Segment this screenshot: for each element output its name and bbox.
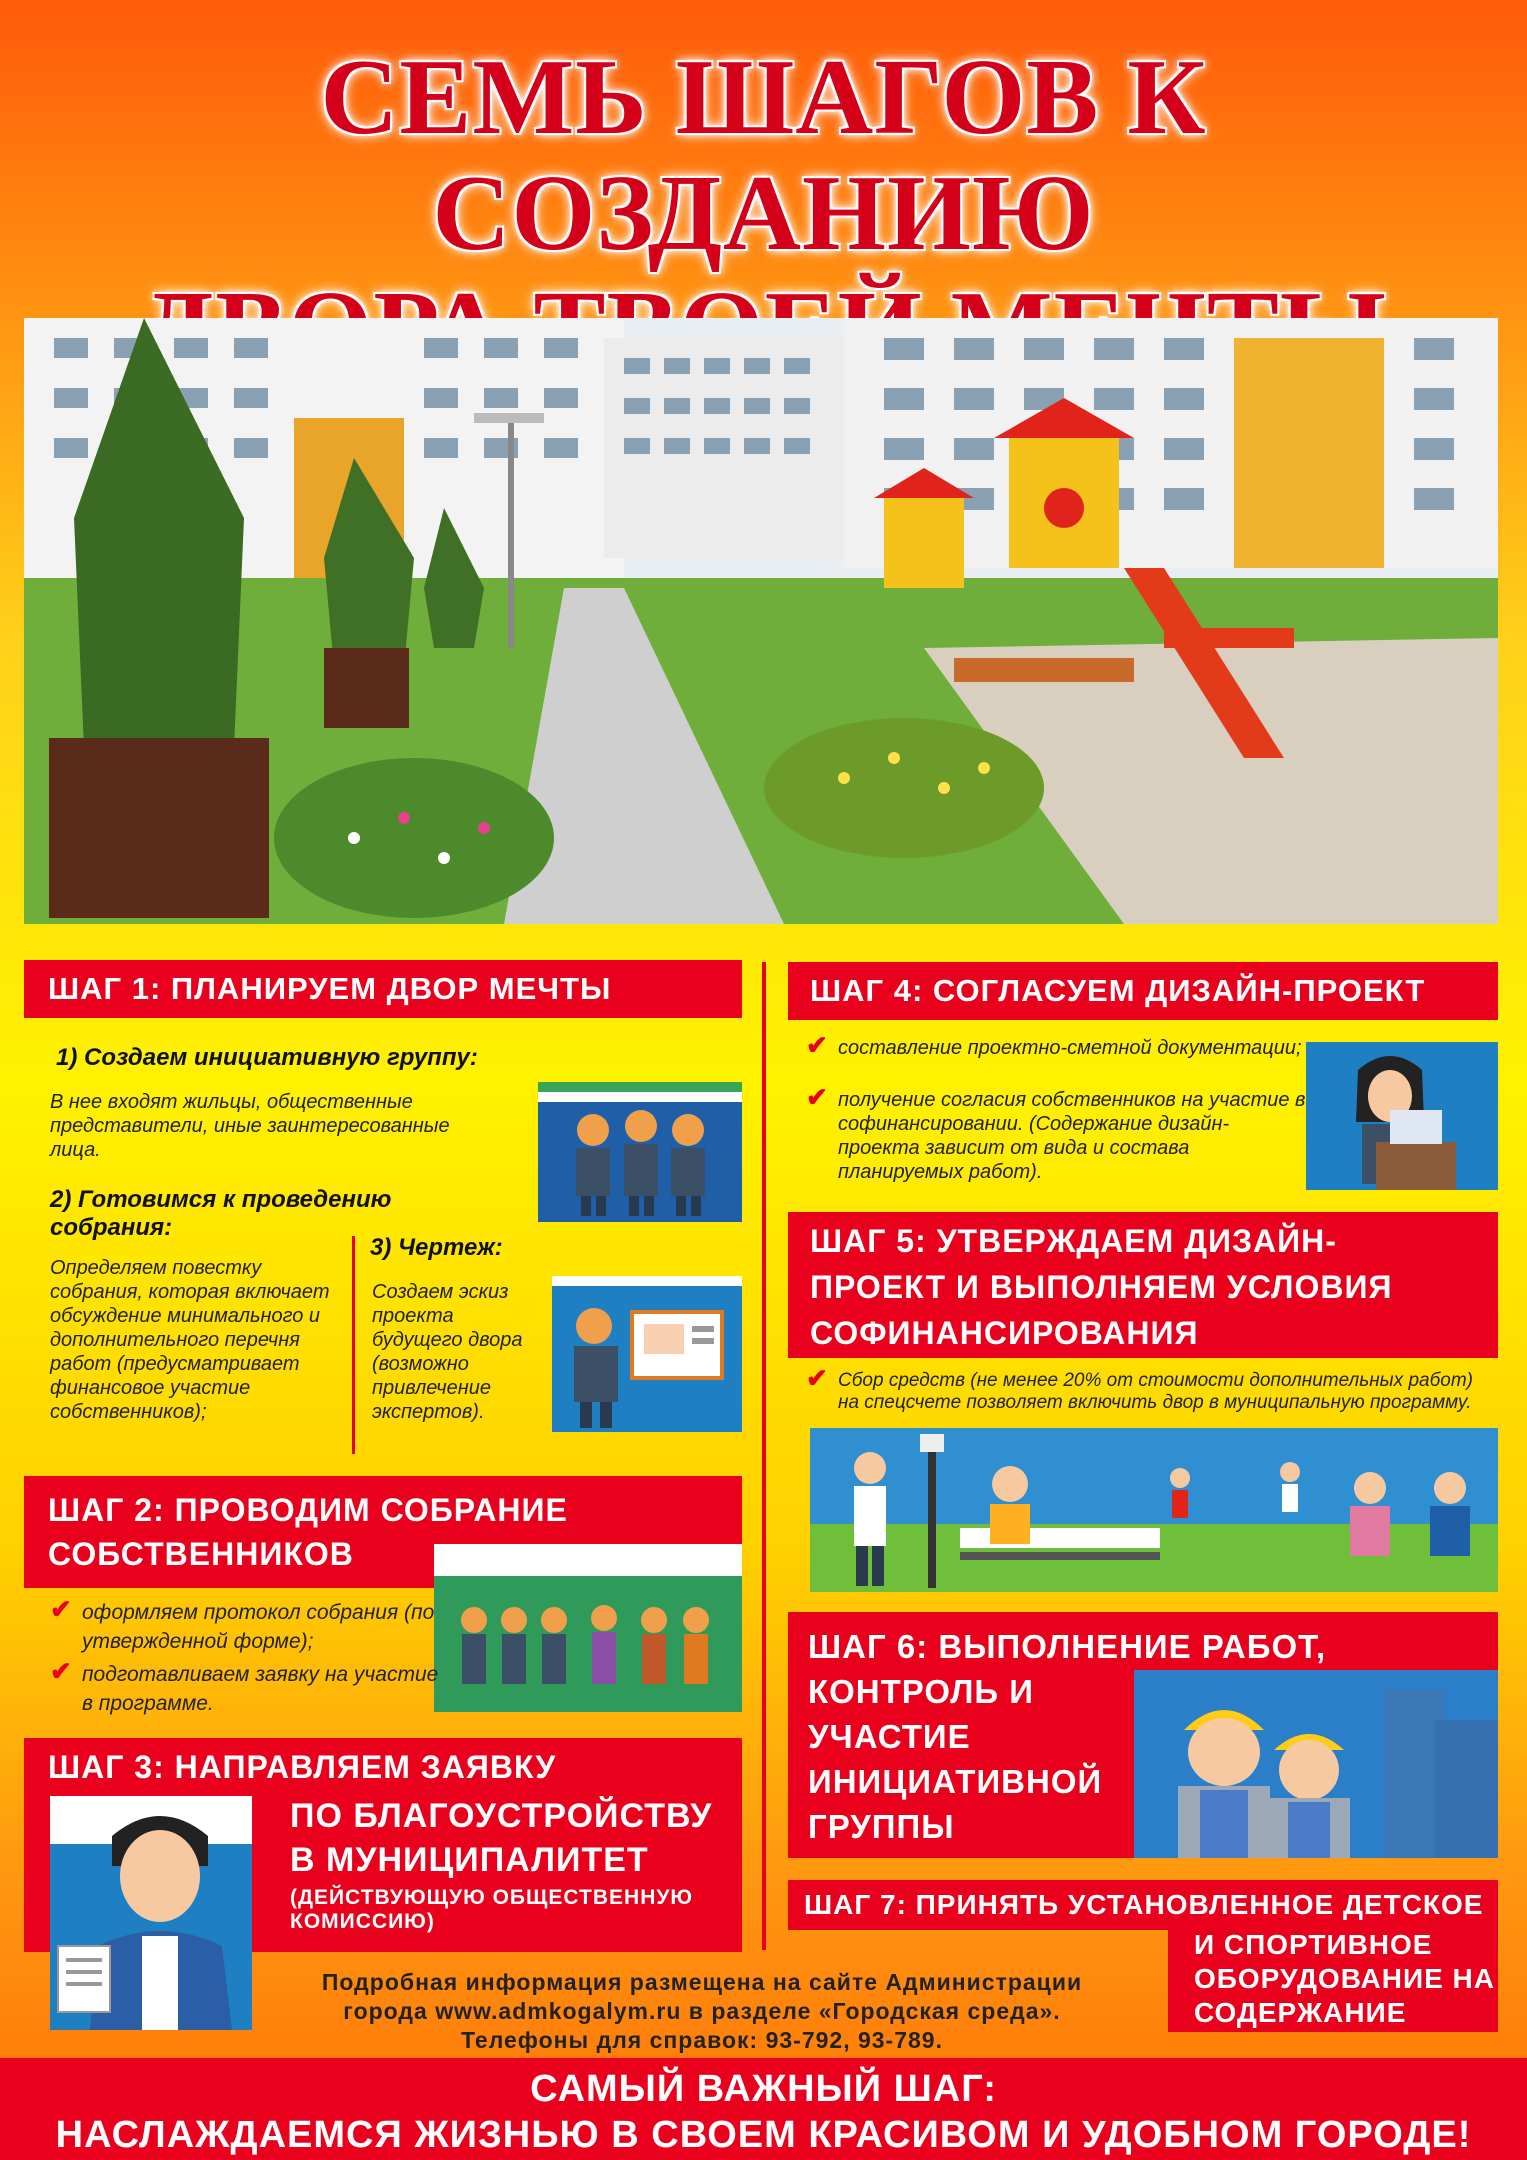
step7-line3: ОБОРУДОВАНИЕ НА [1194, 1963, 1496, 1994]
step6-line1: ШАГ 6: ВЫПОЛНЕНИЕ РАБОТ, [808, 1628, 1327, 1665]
people-group-icon [434, 1544, 742, 1712]
step1-sub2-title: 2) Готовимся к проведению собрания: [50, 1186, 392, 1241]
step2-item-2-text: подготавливаем заявку на участие в программе. [82, 1663, 439, 1715]
park-family-icon [810, 1428, 1498, 1592]
step3-note: (ДЕЙСТВУЮЩУЮ ОБЩЕСТВЕННУЮ КОМИССИЮ) [290, 1886, 694, 1933]
step5-item [806, 1363, 1490, 1414]
bottom-banner [0, 2058, 1527, 2160]
step1-sub2-text: Определяем повестку собрания, которая включает обсуждение минимального и дополнительного перечня работ (предусматривает финансовое участие собственников); [50, 1257, 330, 1423]
step7-line1: ШАГ 7: ПРИНЯТЬ УСТАНОВЛЕННОЕ ДЕТСКОЕ [804, 1889, 1484, 1920]
step3-line2: ПО БЛАГОУСТРОЙСТВУ [290, 1797, 713, 1835]
step5-header-line3: СОФИНАНСИРОВАНИЯ [810, 1315, 1199, 1351]
step4-item-2 [806, 1082, 1306, 1184]
speaker-at-podium-icon [1306, 1042, 1498, 1190]
step5-header-line2: ПРОЕКТ И ВЫПОЛНЯЕМ УСЛОВИЯ [810, 1269, 1393, 1305]
step1-drawing-illustration [552, 1276, 742, 1432]
step1-header [24, 960, 742, 1018]
checkmark-icon: ✔ [50, 1656, 72, 1686]
step4-header [788, 962, 1498, 1020]
step2-item-1 [50, 1594, 440, 1656]
contact-info [262, 1968, 1142, 2055]
info-line-3: Телефоны для справок: 93-792, 93-789. [461, 2027, 943, 2053]
step6-line5: ГРУППЫ [808, 1808, 955, 1845]
banner-line-1: САМЫЙ ВАЖНЫЙ ШАГ: [530, 2068, 997, 2110]
step2-item-2 [50, 1656, 440, 1718]
construction-workers-icon [1134, 1670, 1498, 1858]
step7-line4: СОДЕРЖАНИЕ [1194, 1997, 1407, 2028]
step5-header-line1: ШАГ 5: УТВЕРЖДАЕМ ДИЗАЙН- [810, 1223, 1337, 1259]
step1-inner-divider [352, 1236, 355, 1454]
banner-line-2: НАСЛАЖДАЕМСЯ ЖИЗНЬЮ В СВОЕМ КРАСИВОМ И УДОБНОМ ГОРОДЕ! [55, 2114, 1472, 2156]
step6-line2: КОНТРОЛЬ И [808, 1673, 1034, 1710]
step6-line4: ИНИЦИАТИВНОЙ [808, 1763, 1103, 1800]
checkmark-icon: ✔ [806, 1082, 828, 1112]
step3-applicant-illustration [50, 1796, 252, 2030]
step4-item-1-text: составление проектно-сметной документации; [838, 1037, 1302, 1059]
title-line-1: СЕМЬ ШАГОВ К СОЗДАНИЮ [320, 38, 1207, 273]
step1-sub3-title: 3) Чертеж: [370, 1234, 503, 1261]
checkmark-icon: ✔ [806, 1363, 828, 1393]
step1-sub1-text: В нее входят жильцы, общественные представители, иные заинтересованные лица. [50, 1091, 450, 1161]
presentation-board-icon [552, 1276, 742, 1432]
checkmark-icon: ✔ [806, 1030, 828, 1060]
step3-line3: В МУНИЦИПАЛИТЕТ [290, 1841, 649, 1879]
man-with-document-icon [50, 1796, 252, 2030]
step7-header-top [788, 1880, 1498, 1930]
info-line-2: города www.admkogalym.ru в разделе «Городская среда». [343, 1998, 1061, 2024]
courtyard-illustration [24, 318, 1498, 924]
courtyard-photo [24, 318, 1498, 924]
step1-sub1-title: 1) Создаем инициативную группу: [56, 1044, 478, 1071]
step2-meeting-illustration [434, 1544, 742, 1712]
step4-header-text: ШАГ 4: СОГЛАСУЕМ ДИЗАЙН-ПРОЕКТ [810, 973, 1426, 1008]
info-line-1: Подробная информация размещена на сайте Администрации [321, 1969, 1083, 1995]
checkmark-icon: ✔ [50, 1594, 72, 1624]
team-people-icon [538, 1082, 742, 1222]
step5-item-text: Сбор средств (не менее 20% от стоимости дополнительных работ) на спецсчете позволяет включить двор в муниципальную программу. [838, 1370, 1473, 1413]
step4-item-1 [806, 1030, 1306, 1060]
step6-line3: УЧАСТИЕ [808, 1718, 971, 1755]
step1-group-illustration [538, 1082, 742, 1222]
step1-sub3-text: Создаем эскиз проекта будущего двора (возможно привлечение экспертов). [372, 1281, 523, 1423]
step1-header-text: ШАГ 1: ПЛАНИРУЕМ ДВОР МЕЧТЫ [48, 971, 612, 1006]
step6-workers-illustration [1134, 1670, 1498, 1858]
step2-header-line1: ШАГ 2: ПРОВОДИМ СОБРАНИЕ [48, 1492, 568, 1528]
step3-header-text: ШАГ 3: НАПРАВЛЯЕМ ЗАЯВКУ [48, 1749, 557, 1785]
step4-item-2-text: получение согласия собственников на участие в софинансировании. (Содержание дизайн-проекта зависит от вида и состава планируемых работ). [838, 1089, 1306, 1183]
step7-line2: И СПОРТИВНОЕ [1194, 1929, 1433, 1960]
step2-header-line2: СОБСТВЕННИКОВ [48, 1536, 354, 1572]
center-divider [762, 962, 766, 1950]
step5-header [788, 1212, 1498, 1358]
step4-speaker-illustration [1306, 1042, 1498, 1190]
step5-park-illustration [810, 1428, 1498, 1592]
step7-header-bottom [1168, 1926, 1498, 2032]
step2-item-1-text: оформляем протокол собрания (по утвержденной форме); [82, 1601, 435, 1653]
